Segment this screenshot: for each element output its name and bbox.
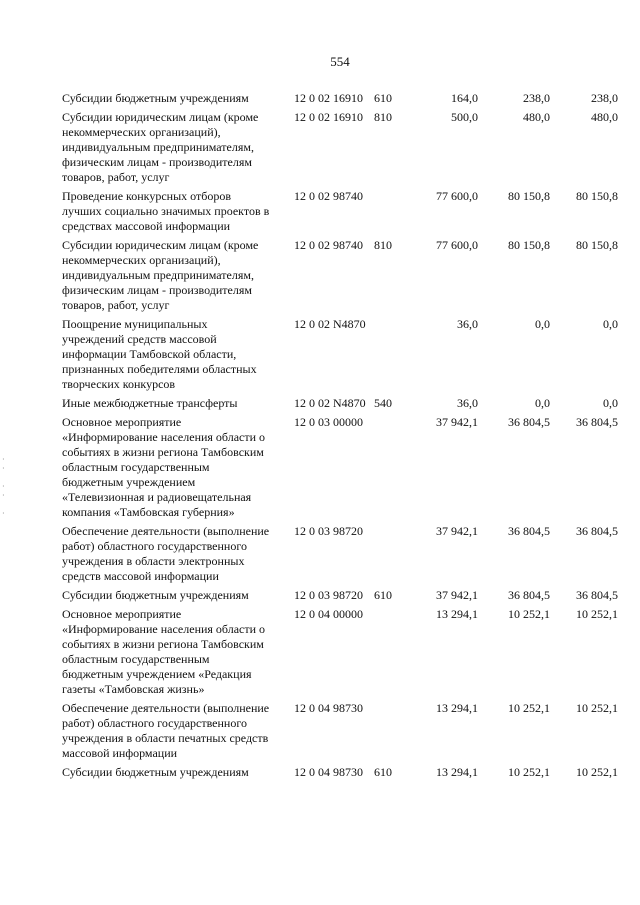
table-row bbox=[62, 317, 618, 392]
row-value-2: 0,0 bbox=[535, 317, 550, 331]
row-value-1: 36,0 bbox=[457, 396, 478, 410]
row-value-2: 80 150,8 bbox=[508, 238, 550, 252]
row-name: Субсидии юридическим лицам (кроме некоммерческих организаций), индивидуальным предпринимателям, физическим лицам - производителям товаров, работ, услуг bbox=[62, 110, 259, 184]
row-expense-type: 610 bbox=[374, 588, 392, 602]
row-code: 12 0 03 00000 bbox=[294, 415, 363, 429]
row-name: Основное мероприятие «Информирование населения области о событиях в жизни региона Тамбовским областным государственным бюджетным учреждением «Телевизионная и радиовещательная компания «Тамбовская губерния» bbox=[62, 415, 266, 519]
row-value-3: 0,0 bbox=[603, 317, 618, 331]
table-row bbox=[62, 588, 618, 603]
row-code: 12 0 04 98730 bbox=[294, 701, 363, 715]
row-name: Субсидии бюджетным учреждениям bbox=[62, 588, 249, 602]
row-name: Субсидии бюджетным учреждениям bbox=[62, 765, 249, 779]
row-expense-type: 810 bbox=[374, 238, 392, 252]
row-value-3: 10 252,1 bbox=[576, 765, 618, 779]
row-value-1: 37 942,1 bbox=[436, 415, 478, 429]
row-name: Поощрение муниципальных учреждений средств массовой информации Тамбовской области, признанных победителями областных творческих конкурсов bbox=[62, 317, 257, 391]
row-value-2: 80 150,8 bbox=[508, 189, 550, 203]
row-value-2: 0,0 bbox=[535, 396, 550, 410]
row-value-3: 480,0 bbox=[591, 110, 618, 124]
row-value-3: 10 252,1 bbox=[576, 607, 618, 621]
row-code: 12 0 02 16910 bbox=[294, 110, 363, 124]
row-value-2: 36 804,5 bbox=[508, 415, 550, 429]
row-value-3: 36 804,5 bbox=[576, 588, 618, 602]
row-value-3: 36 804,5 bbox=[576, 415, 618, 429]
row-value-1: 36,0 bbox=[457, 317, 478, 331]
row-name: Обеспечение деятельности (выполнение работ) областного государственного учреждения в области печатных средств массовой информации bbox=[62, 701, 270, 760]
row-code: 12 0 02 98740 bbox=[294, 189, 363, 203]
row-code: 12 0 04 00000 bbox=[294, 607, 363, 621]
row-expense-type: 610 bbox=[374, 765, 392, 779]
row-value-2: 10 252,1 bbox=[508, 701, 550, 715]
row-value-3: 10 252,1 bbox=[576, 701, 618, 715]
row-value-3: 238,0 bbox=[591, 91, 618, 105]
row-value-1: 77 600,0 bbox=[436, 189, 478, 203]
row-value-1: 77 600,0 bbox=[436, 238, 478, 252]
row-value-2: 10 252,1 bbox=[508, 607, 550, 621]
row-expense-type: 810 bbox=[374, 110, 392, 124]
row-value-2: 36 804,5 bbox=[508, 588, 550, 602]
row-value-1: 500,0 bbox=[451, 110, 478, 124]
row-name: Субсидии бюджетным учреждениям bbox=[62, 91, 249, 105]
table-row bbox=[62, 110, 618, 185]
row-value-1: 13 294,1 bbox=[436, 607, 478, 621]
row-name: Проведение конкурсных отборов лучших социально значимых проектов в средствах массовой информации bbox=[62, 189, 270, 233]
row-code: 12 0 02 16910 bbox=[294, 91, 363, 105]
row-code: 12 0 02 N4870 bbox=[294, 317, 366, 331]
table-row bbox=[62, 415, 618, 520]
row-value-3: 36 804,5 bbox=[576, 524, 618, 538]
row-code: 12 0 04 98730 bbox=[294, 765, 363, 779]
table-row bbox=[62, 607, 618, 697]
row-name: Субсидии юридическим лицам (кроме некоммерческих организаций), индивидуальным предпринимателям, физическим лицам - производителям товаров, работ, услуг bbox=[62, 238, 259, 312]
row-code: 12 0 02 98740 bbox=[294, 238, 363, 252]
row-name: Иные межбюджетные трансферты bbox=[62, 396, 238, 410]
row-expense-type: 540 bbox=[374, 396, 392, 410]
margin-marks: · · · · · bbox=[2, 455, 5, 518]
table-row bbox=[62, 189, 618, 234]
row-value-2: 238,0 bbox=[523, 91, 550, 105]
row-expense-type: 610 bbox=[374, 91, 392, 105]
row-value-3: 0,0 bbox=[603, 396, 618, 410]
row-value-1: 13 294,1 bbox=[436, 765, 478, 779]
row-name: Обеспечение деятельности (выполнение работ) областного государственного учреждения в области электронных средств массовой информации bbox=[62, 524, 270, 583]
row-value-1: 13 294,1 bbox=[436, 701, 478, 715]
row-name: Основное мероприятие «Информирование населения области о событиях в жизни региона Тамбовским областным государственным бюджетным учреждением «Редакция газеты «Тамбовская жизнь» bbox=[62, 607, 266, 696]
row-value-3: 80 150,8 bbox=[576, 189, 618, 203]
budget-table bbox=[62, 91, 618, 784]
table-row bbox=[62, 524, 618, 584]
table-row bbox=[62, 238, 618, 313]
table-row bbox=[62, 91, 618, 106]
row-value-2: 10 252,1 bbox=[508, 765, 550, 779]
table-row bbox=[62, 396, 618, 411]
row-value-1: 37 942,1 bbox=[436, 524, 478, 538]
row-code: 12 0 03 98720 bbox=[294, 524, 363, 538]
page-number: 554 bbox=[330, 54, 350, 69]
row-value-3: 80 150,8 bbox=[576, 238, 618, 252]
row-value-1: 164,0 bbox=[451, 91, 478, 105]
row-code: 12 0 03 98720 bbox=[294, 588, 363, 602]
row-value-2: 36 804,5 bbox=[508, 524, 550, 538]
table-row bbox=[62, 701, 618, 761]
row-code: 12 0 02 N4870 bbox=[294, 396, 366, 410]
row-value-1: 37 942,1 bbox=[436, 588, 478, 602]
table-row bbox=[62, 765, 618, 780]
row-value-2: 480,0 bbox=[523, 110, 550, 124]
